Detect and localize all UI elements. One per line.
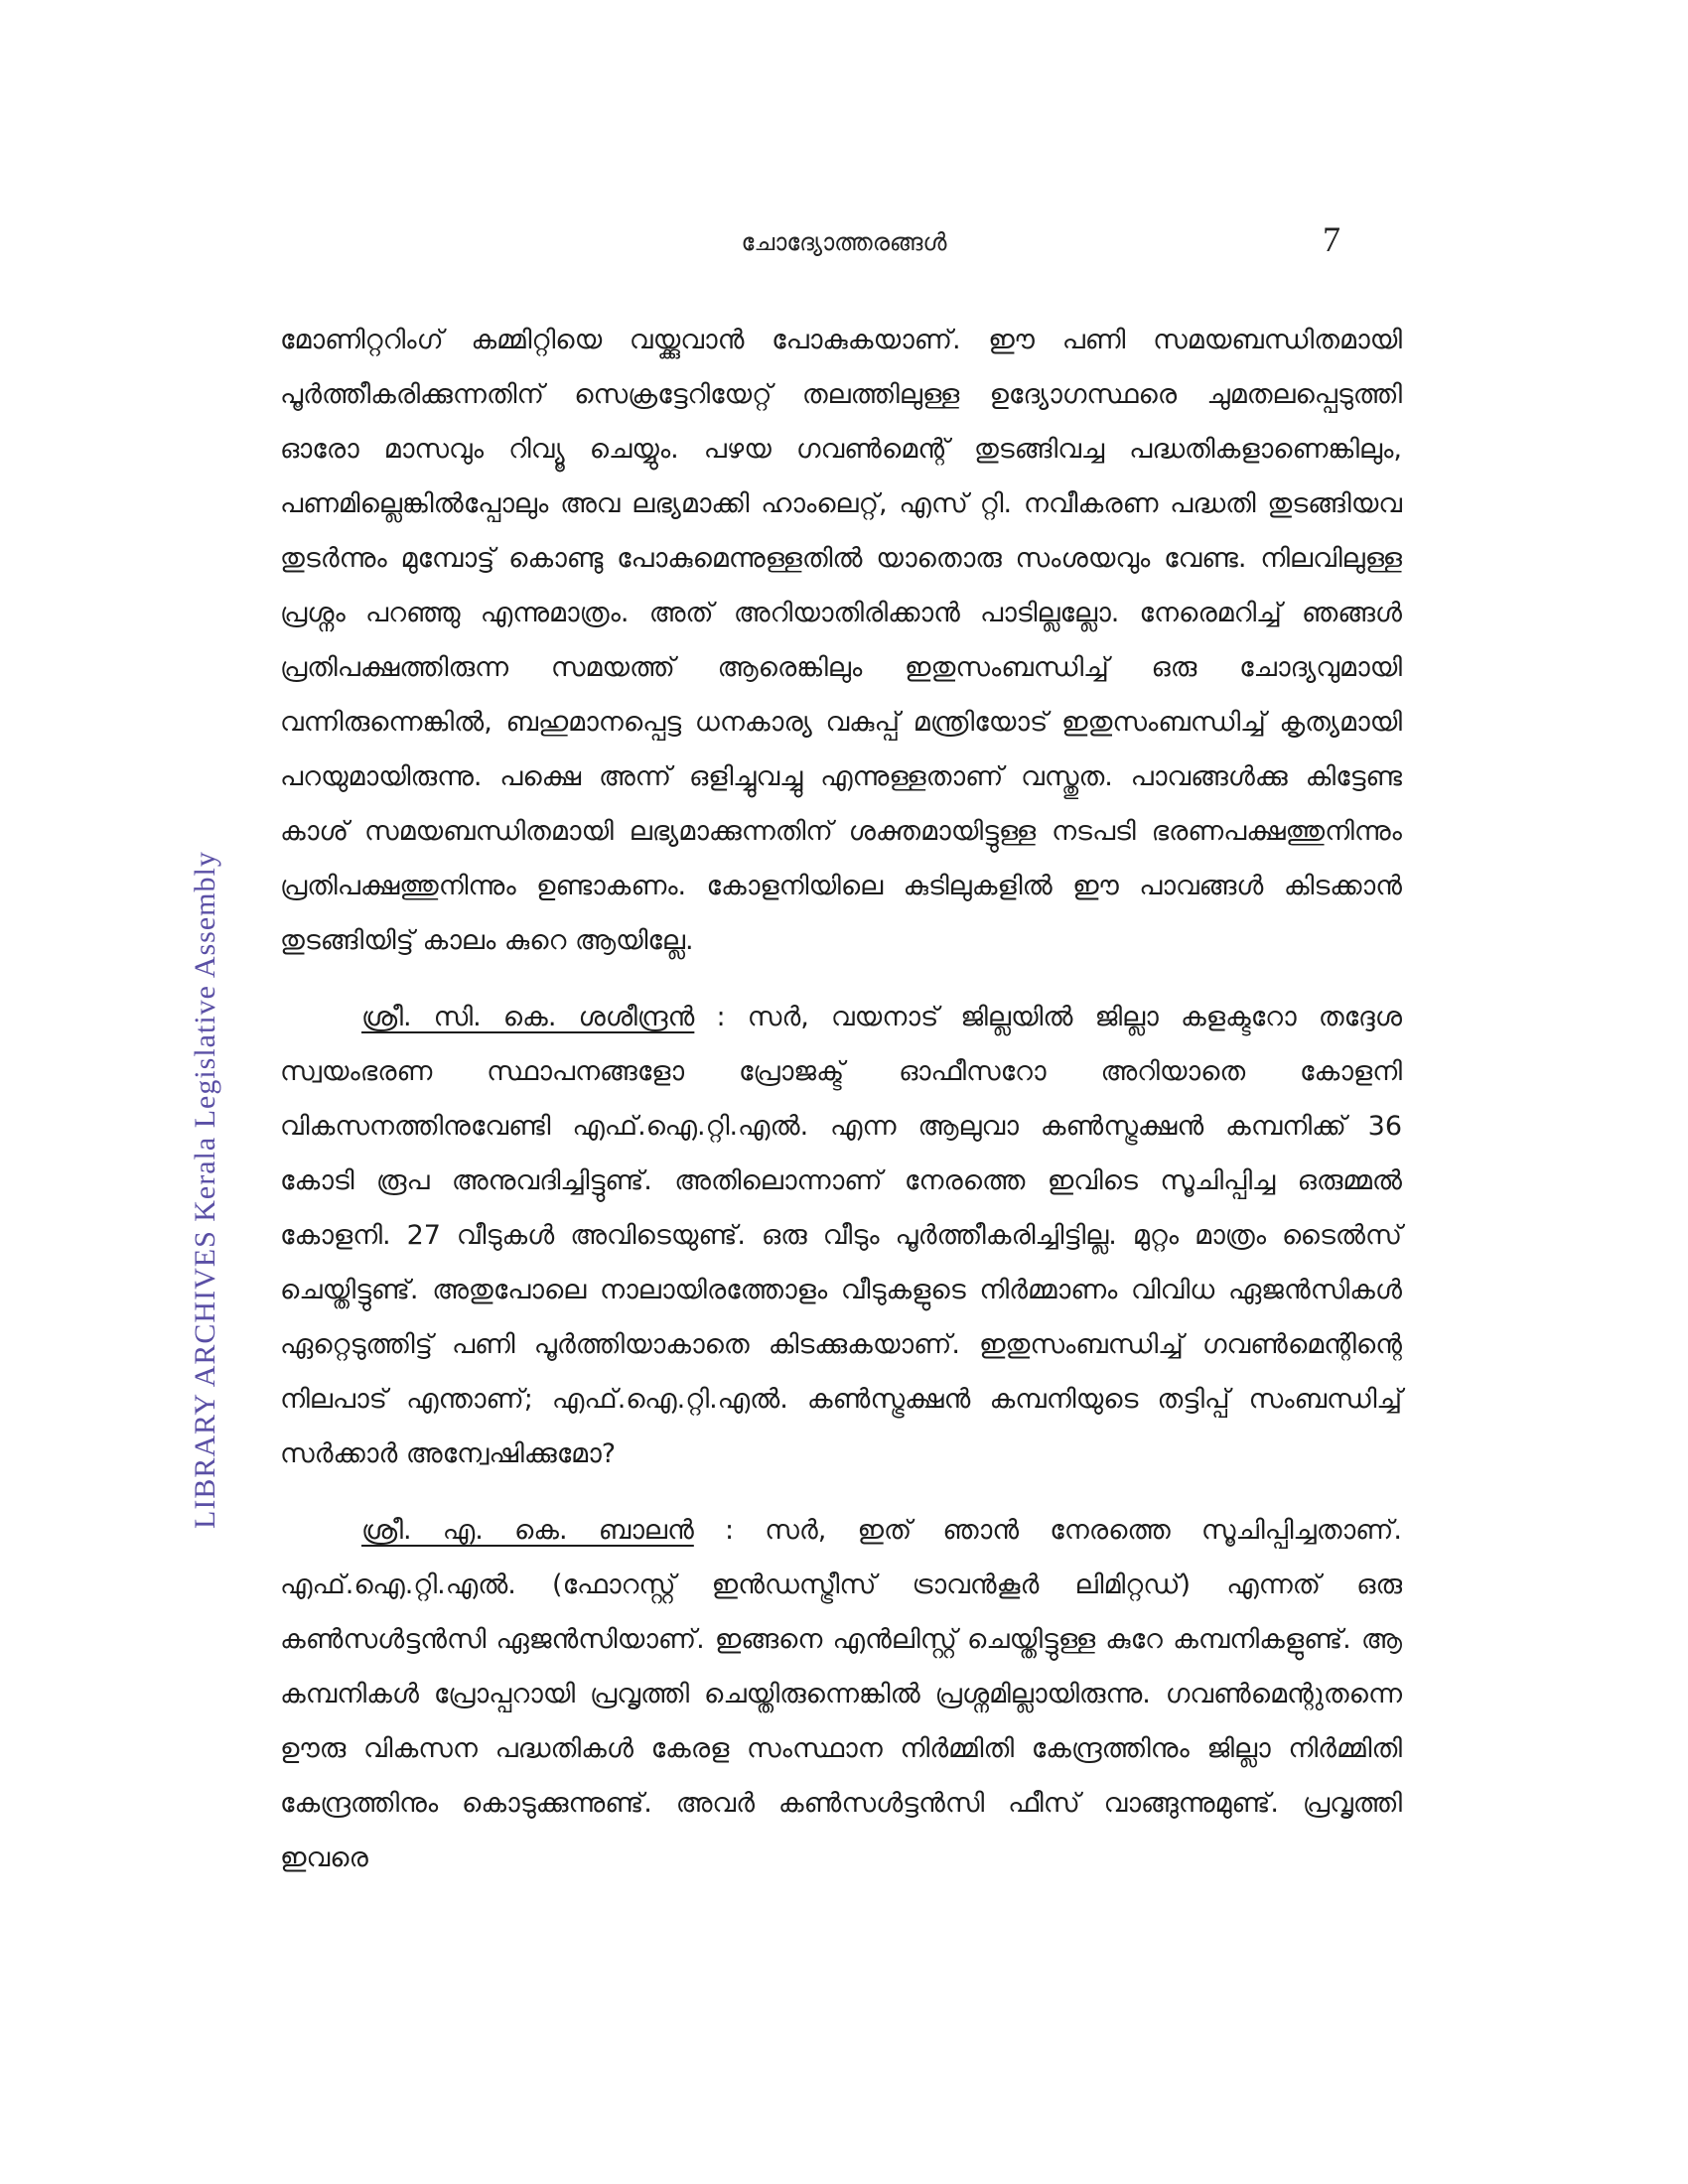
page-body <box>280 313 1402 1907</box>
paragraph-1 <box>280 313 1402 968</box>
page-number: 7 <box>1323 219 1340 259</box>
speaker-name: ശ്രീ. സി. കെ. ശശീന്ദ്രൻ <box>361 1002 695 1032</box>
paragraph-2 <box>280 990 1402 1481</box>
paragraph-text: : സർ, ഇത് ഞാൻ നേരത്തെ സൂചിപ്പിച്ചതാണ്. എഫ്.ഐ.റ്റി.എൽ. (ഫോറസ്റ്റ് ഇൻഡസ്ട്രീസ് ട്രാവൻകൂർ ലിമിറ്റഡ്) എന്നത് ഒരു കൺസൾട്ടൻസി ഏജൻസിയാണ്. ഇങ്ങനെ എൻലിസ്റ്റ് ചെയ്തിട്ടുള്ള കുറേ കമ്പനികളുണ്ട്. ആ കമ്പനികൾ പ്രോപ്പറായി പ്രവൃത്തി ചെയ്തിരുന്നെങ്കിൽ പ്രശ്നമില്ലായിരുന്നു. ഗവൺമെന്റുതന്നെ ഊരു വികസന പദ്ധതികൾ കേരള സംസ്ഥാന നിർമ്മിതി കേന്ദ്രത്തിനും ജില്ലാ നിർമ്മിതി കേന്ദ്രത്തിനും കൊടുക്കുന്നുണ്ട്. അവർ കൺസൾട്ടൻസി ഫീസ് വാങ്ങുന്നുമുണ്ട്. പ്രവൃത്തി ഇവരെ <box>280 1515 1402 1873</box>
paragraph-text: : സർ, വയനാട് ജില്ലയിൽ ജില്ലാ കളക്ടറോ തദ്ദേശ സ്വയംഭരണ സ്ഥാപനങ്ങളോ പ്രോജക്ട് ഓഫീസറോ അറിയാതെ കോളനി വികസനത്തിനുവേണ്ടി എഫ്.ഐ.റ്റി.എൽ. എന്ന ആലുവാ കൺസ്ട്രക്ഷൻ കമ്പനിക്ക് 36 കോടി രൂപ അനുവദിച്ചിട്ടുണ്ട്. അതിലൊന്നാണ് നേരത്തെ ഇവിടെ സൂചിപ്പിച്ച ഒരുമ്മൽ കോളനി. 27 വീടുകൾ അവിടെയുണ്ട്. ഒരു വീടും പൂർത്തീകരിച്ചിട്ടില്ല. മുറ്റം മാത്രം ടൈൽസ് ചെയ്തിട്ടുണ്ട്. അതുപോലെ നാലായിരത്തോളം വീടുകളുടെ നിർമ്മാണം വിവിധ ഏജൻസികൾ ഏറ്റെടുത്തിട്ട് പണി പൂർത്തിയാകാതെ കിടക്കുകയാണ്. ഇതുസംബന്ധിച്ച് ഗവൺമെന്റിന്റെ നിലപാട് എന്താണ്; എഫ്.ഐ.റ്റി.എൽ. കൺസ്ട്രക്ഷൻ കമ്പനിയുടെ തട്ടിപ്പ് സംബന്ധിച്ച് സർക്കാർ അന്വേഷിക്കുമോ? <box>280 1002 1402 1469</box>
page-header <box>0 218 1688 268</box>
running-title: ചോദ്യോത്തരങ്ങൾ <box>741 228 947 256</box>
speaker-name: ശ്രീ. എ. കെ. ബാലൻ <box>361 1515 694 1546</box>
paragraph-3 <box>280 1503 1402 1885</box>
archive-watermark: LIBRARY ARCHIVES Kerala Legislative Assembly <box>189 851 221 1529</box>
paragraph-text: മോണിറ്ററിംഗ് കമ്മിറ്റിയെ വയ്ക്കുവാൻ പോകുകയാണ്. ഈ പണി സമയബന്ധിതമായി പൂർത്തീകരിക്കുന്നതിന് സെക്രട്ടേറിയേറ്റ് തലത്തിലുള്ള ഉദ്യോഗസ്ഥരെ ചുമതലപ്പെടുത്തി ഓരോ മാസവും റിവ്യൂ ചെയ്യും. പഴയ ഗവൺമെന്റ് തുടങ്ങിവച്ച പദ്ധതികളാണെങ്കിലും, പണമില്ലെങ്കിൽപ്പോലും അവ ലഭ്യമാക്കി ഹാംലെറ്റ്, എസ് റ്റി. നവീകരണ പദ്ധതി തുടങ്ങിയവ തുടർന്നും മുമ്പോട്ട് കൊണ്ടു പോകുമെന്നുള്ളതിൽ യാതൊരു സംശയവും വേണ്ട. നിലവിലുള്ള പ്രശ്നം പറഞ്ഞു എന്നുമാത്രം. അത് അറിയാതിരിക്കാൻ പാടില്ലല്ലോ. നേരെമറിച്ച് ഞങ്ങൾ പ്രതിപക്ഷത്തിരുന്ന സമയത്ത് ആരെങ്കിലും ഇതുസംബന്ധിച്ച് ഒരു ചോദ്യവുമായി വന്നിരുന്നെങ്കിൽ, ബഹുമാനപ്പെട്ട ധനകാര്യ വകുപ്പ് മന്ത്രിയോട് ഇതുസംബന്ധിച്ച് കൃത്യമായി പറയുമായിരുന്നു. പക്ഷെ അന്ന് ഒളിച്ചുവച്ചു എന്നുള്ളതാണ് വസ്തുത. പാവങ്ങൾക്കു കിട്ടേണ്ട കാശ് സമയബന്ധിതമായി ലഭ്യമാക്കുന്നതിന് ശക്തമായിട്ടുള്ള നടപടി ഭരണപക്ഷത്തുനിന്നും പ്രതിപക്ഷത്തുനിന്നും ഉണ്ടാകണം. കോളനിയിലെ കുടിലുകളിൽ ഈ പാവങ്ങൾ കിടക്കാൻ തുടങ്ങിയിട്ട് കാലം കുറെ ആയില്ലേ. <box>280 325 1402 956</box>
